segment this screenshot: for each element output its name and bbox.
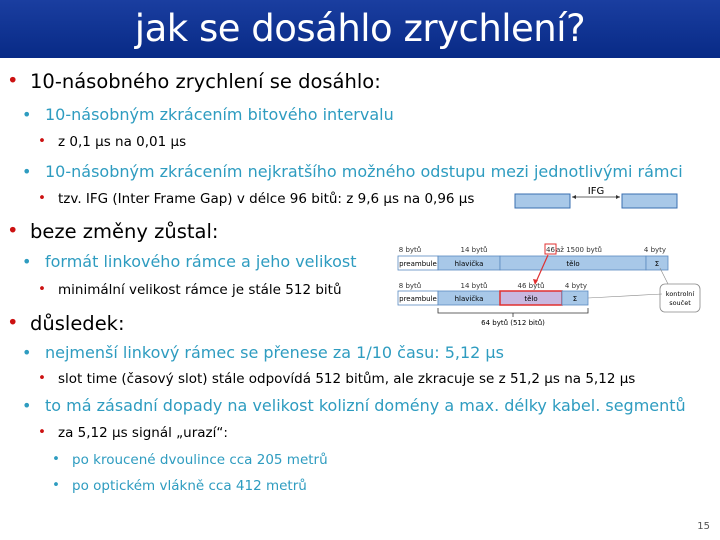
bullet-level2: 10-násobným zkrácením nejkratšího možného odstupu mezi jednotlivými rámci <box>45 162 683 181</box>
arrow-head-left <box>572 195 576 199</box>
size-label: 46 <box>546 246 555 254</box>
callout-line: kontrolní <box>665 290 695 298</box>
bullet-level3: minimální velikost rámce je stále 512 bitů <box>58 282 342 298</box>
ifg-label: IFG <box>587 186 605 197</box>
bullet-level3: z 0,1 μs na 0,01 μs <box>58 134 187 150</box>
size-label: 4 byty <box>564 282 588 290</box>
frame-diagram <box>390 240 720 332</box>
field-label: preambule <box>399 260 437 268</box>
bullet-dot: • <box>38 370 46 386</box>
field-label: Σ <box>572 295 578 303</box>
title-bar <box>0 0 720 58</box>
field-label: Σ <box>654 260 660 268</box>
callout-pointer-bottom <box>588 294 662 298</box>
bullet-dot: • <box>22 162 32 181</box>
bullet-level2: nejmenší linkový rámec se přenese za 1/10 času: 5,12 μs <box>45 343 504 362</box>
arrow-head-right <box>616 195 620 199</box>
field-label: hlavička <box>454 260 484 268</box>
bullet-level2: to má zásadní dopady na velikost kolizní domény a max. délky kabel. segmentů <box>45 396 686 415</box>
bullet-level1: 10-násobného zrychlení se dosáhlo: <box>30 70 381 93</box>
field-label: tělo <box>566 260 580 268</box>
bullet-dot: • <box>7 69 19 92</box>
size-label: až 1500 bytů <box>556 246 602 254</box>
total-label: 64 bytů (512 bitů) <box>481 319 545 327</box>
bullet-level1: důsledek: <box>30 312 125 335</box>
bullet-dot: • <box>38 281 46 297</box>
bullet-level4: po optickém vlákně cca 412 metrů <box>72 478 307 494</box>
bullet-level1: beze změny zůstal: <box>30 220 219 243</box>
bullet-level4: po kroucené dvoulince cca 205 metrů <box>72 452 328 468</box>
bullet-level3: za 5,12 μs signál „urazí“: <box>58 425 228 441</box>
bullet-dot: • <box>7 219 19 242</box>
ifg-diagram <box>510 184 685 214</box>
bullet-dot: • <box>38 424 46 440</box>
bullet-dot: • <box>22 105 32 124</box>
callout-line: součet <box>669 299 691 307</box>
size-label: 8 bytů <box>398 246 422 254</box>
bullet-level3: slot time (časový slot) stále odpovídá 512 bitům, ale zkracuje se z 51,2 μs na 5,12 μs <box>58 371 636 387</box>
size-label: 14 bytů <box>460 282 488 290</box>
size-label: 46 bytů <box>517 282 545 290</box>
bullet-dot: • <box>22 343 32 362</box>
bullet-level2: 10-násobným zkrácením bitového intervalu <box>45 105 394 124</box>
bullet-dot: • <box>22 396 32 415</box>
bullet-dot: • <box>52 477 60 493</box>
bullet-dot: • <box>7 311 19 334</box>
checksum-callout <box>660 284 700 312</box>
bullet-level3: tzv. IFG (Inter Frame Gap) v délce 96 bitů: z 9,6 μs na 0,96 μs <box>58 191 475 207</box>
bullet-level2: formát linkového rámce a jeho velikost <box>45 252 357 271</box>
size-label: 8 bytů <box>398 282 422 290</box>
bullet-dot: • <box>52 451 60 467</box>
frame-box-right <box>622 194 677 208</box>
bullet-dot: • <box>38 133 46 149</box>
field-label: tělo <box>524 295 538 303</box>
bullet-dot: • <box>38 190 46 206</box>
size-label: 4 byty <box>643 246 667 254</box>
field-label: preambule <box>399 295 437 303</box>
page-number: 15 <box>697 521 710 532</box>
bullet-dot: • <box>22 252 32 271</box>
frame-box-left <box>515 194 570 208</box>
field-label: hlavička <box>454 295 484 303</box>
size-label: 14 bytů <box>460 246 488 254</box>
total-brace <box>438 308 588 317</box>
slide-title: jak se dosáhlo zrychlení? <box>134 7 586 50</box>
